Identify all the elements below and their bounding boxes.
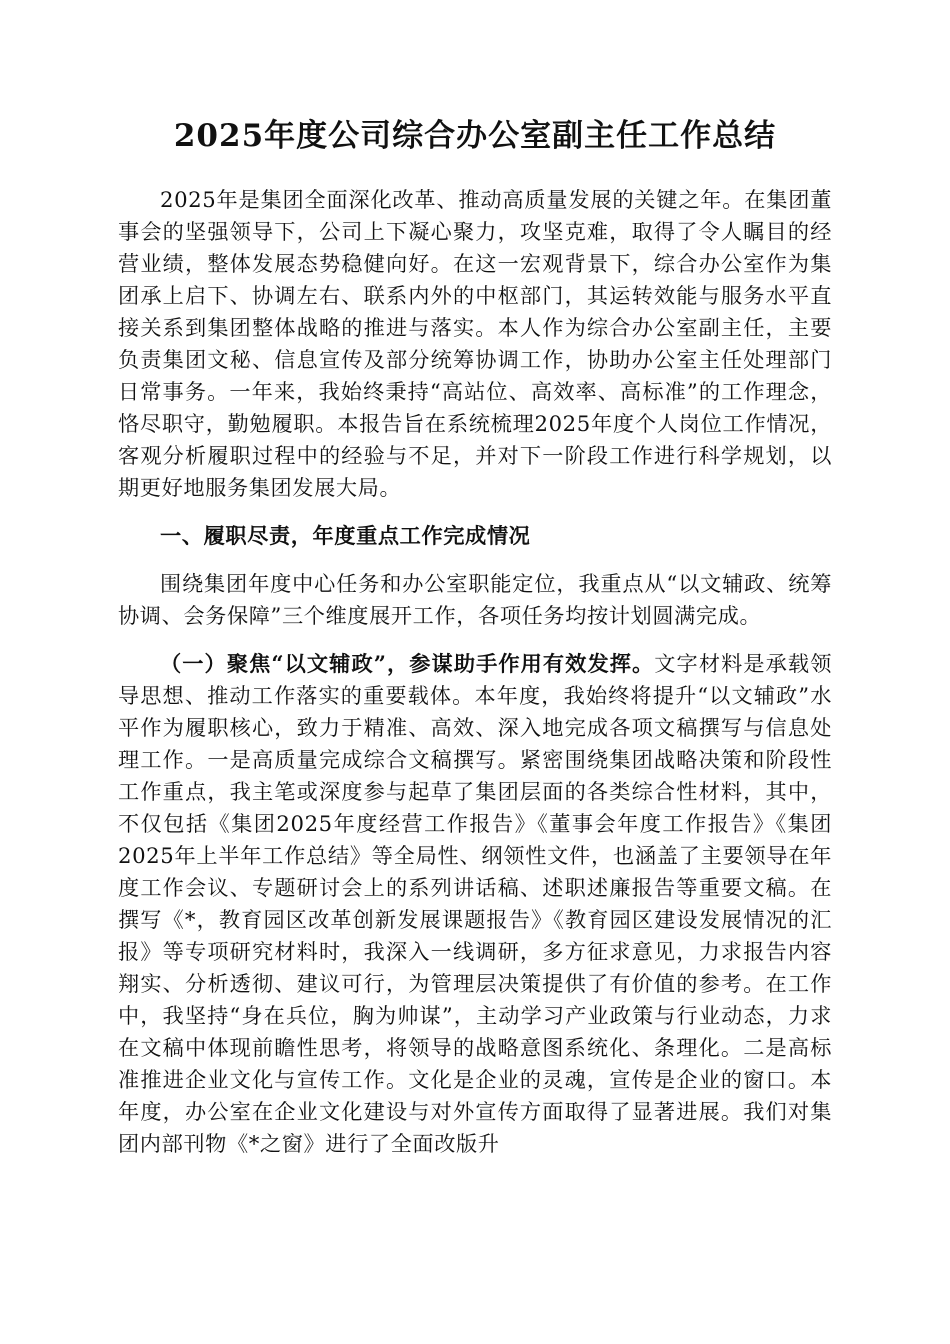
paragraph-spacer [118, 632, 832, 648]
subsection-lead: （一）聚焦“以文辅政”，参谋助手作用有效发挥。 [160, 651, 655, 676]
section-heading: 一、履职尽责，年度重点工作完成情况 [160, 523, 531, 548]
intro-paragraph: 2025年是集团全面深化改革、推动高质量发展的关键之年。在集团董事会的坚强领导下，公司上下凝心聚力，攻坚克难，取得了令人瞩目的经营业绩，整体发展态势稳健向好。在这一宏观背景下，综合办公室作为集团承上启下、协调左右、联系内外的中枢部门，其运转效能与服务水平直接关系到集团整体战略的推进与落实。本人作为综合办公室副主任，主要负责集团文秘、信息宣传及部分统筹协调工作，协助办公室主任处理部门日常事务。一年来，我始终秉持“高站位、高效率、高标准”的工作理念，恪尽职守，勤勉履职。本报告旨在系统梳理2025年度个人岗位工作情况，客观分析履职过程中的经验与不足，并对下一阶段工作进行科学规划，以期更好地服务集团发展大局。 [118, 187, 832, 500]
paragraph-spacer [118, 552, 832, 568]
subsection-body: 文字材料是承载领导思想、推动工作落实的重要载体。本年度，我始终将提升“以文辅政”水平作为履职核心，致力于精准、高效、深入地完成各项文稿撰写与信息处理工作。一是高质量完成综合文稿撰写。紧密围绕集团战略决策和阶段性工作重点，我主笔或深度参与起草了集团层面的各类综合性材料，其中，不仅包括《集团2025年度经营工作报告》《董事会年度工作报告》《集团2025年上半年工作总结》等全局性、纲领性文件，也涵盖了主要领导在年度工作会议、专题研讨会上的系列讲话稿、述职述廉报告等重要文稿。在撰写《*，教育园区改革创新发展课题报告》《教育园区建设发展情况的汇报》等专项研究材料时，我深入一线调研，多方征求意见，力求报告内容翔实、分析透彻、建议可行，为管理层决策提供了有价值的参考。在工作中，我坚持“身在兵位，胸为帅谋”，主动学习产业政策与行业动态，力求在文稿中体现前瞻性思考，将领导的战略意图系统化、条理化。二是高标准推进企业文化与宣传工作。文化是企业的灵魂，宣传是企业的窗口。本年度，办公室在企业文化建设与对外宣传方面取得了显著进展。我们对集团内部刊物《*之窗》进行了全面改版升 [118, 651, 832, 1156]
section-intro-paragraph: 围绕集团年度中心任务和办公室职能定位，我重点从“以文辅政、统筹协调、会务保障”三个维度展开工作，各项任务均按计划圆满完成。 [118, 571, 832, 628]
document-title: 2025年度公司综合办公室副主任工作总结 [173, 118, 777, 154]
paragraph-spacer [118, 504, 832, 520]
subsection-paragraph [118, 648, 832, 1160]
